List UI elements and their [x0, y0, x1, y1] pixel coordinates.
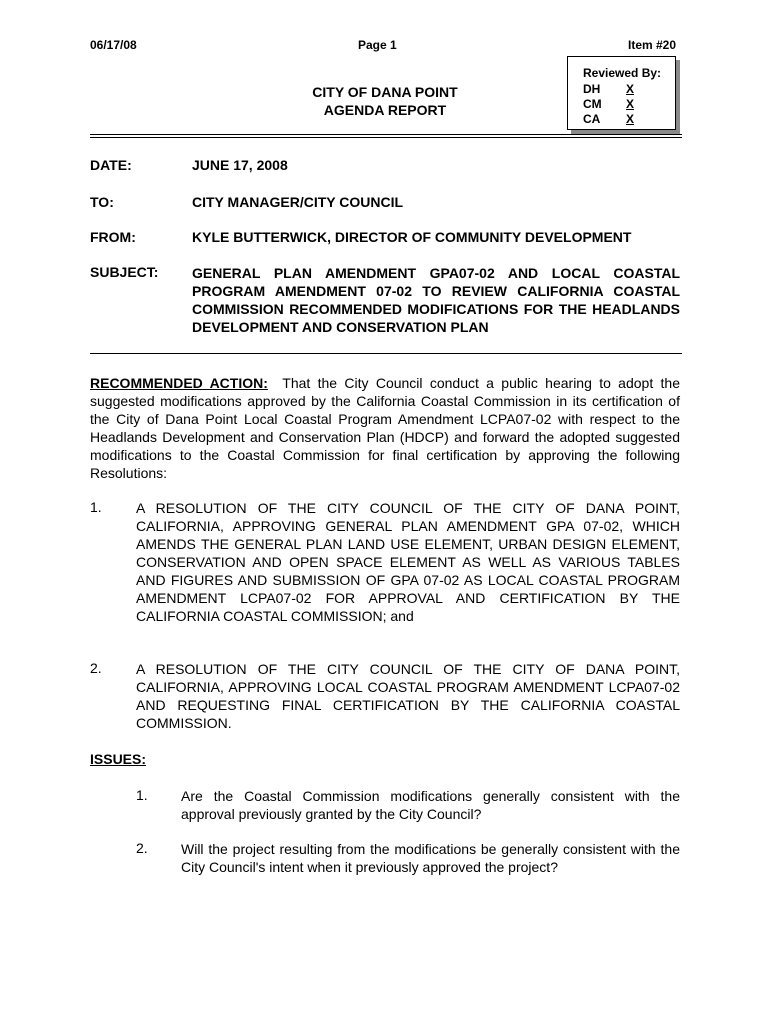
document-title-report: AGENDA REPORT — [323, 102, 447, 118]
issues-heading: ISSUES: — [90, 751, 147, 767]
reviewed-by-row-cm — [583, 97, 663, 111]
reviewer-check-mark: X — [626, 112, 635, 126]
reviewer-check-mark: X — [626, 82, 635, 96]
issue-text: Will the project resulting from the modifications be generally consistent with the City Council's intent when it previously approved the project? — [181, 841, 680, 875]
to-value: CITY MANAGER/CITY COUNCIL — [192, 194, 404, 210]
resolution-text: A RESOLUTION OF THE CITY COUNCIL OF THE CITY OF DANA POINT, CALIFORNIA, APPROVING GENERAL PLAN AMENDMENT GPA 07-02, WHICH AMENDS THE GENERAL PLAN LAND USE ELEMENT, URBAN DESIGN ELEMENT, CONSERVATION AND OPEN SPACE ELEMENT AS WELL AS VARIOUS TABLES AND FIGURES AND SUBMISSION OF GPA 07-02 AS LOCAL COASTAL PROGRAM AMENDMENT LCPA07-02 FOR APPROVAL AND CERTIFICATION BY THE CALIFORNIA COASTAL COMMISSION; and — [136, 500, 680, 624]
header-page-number: Page 1 — [358, 38, 397, 52]
reviewed-by-box — [567, 56, 676, 130]
reviewer-label: CM — [583, 97, 602, 111]
to-label: TO: — [90, 194, 114, 210]
recommended-action-text: That the City Council conduct a public hearing to adopt the suggested modifications approved by the California Coastal Commission in its certification of the City of Dana Point Local Coastal Program Amendment LCPA07-02 with respect to the Headlands Development and Conservation Plan (HDCP) and forward the adopted suggested modifications to the Coastal Commission for final certification by approving the following Resolutions: — [90, 375, 680, 481]
reviewer-label: CA — [583, 112, 601, 126]
subject-value: GENERAL PLAN AMENDMENT GPA07-02 AND LOCAL COASTAL PROGRAM AMENDMENT 07-02 TO REVIEW CALIFORNIA COASTAL COMMISSION RECOMMENDED MODIFICATIONS FOR THE HEADLANDS DEVELOPMENT AND CONSERVATION PLAN — [192, 265, 680, 335]
date-label: DATE: — [90, 157, 132, 173]
subject-label: SUBJECT: — [90, 264, 159, 280]
issue-number: 1. — [136, 787, 148, 803]
header-item-number: Item #20 — [628, 38, 677, 52]
reviewed-by-title: Reviewed By: — [583, 66, 662, 80]
from-value: KYLE BUTTERWICK, DIRECTOR OF COMMUNITY DEVELOPMENT — [192, 229, 632, 245]
issue-number: 2. — [136, 840, 148, 856]
reviewer-label: DH — [583, 82, 601, 96]
from-label: FROM: — [90, 229, 136, 245]
resolution-text: A RESOLUTION OF THE CITY COUNCIL OF THE CITY OF DANA POINT, CALIFORNIA, APPROVING LOCAL COASTAL PROGRAM AMENDMENT LCPA07-02 AND REQUESTING FINAL CERTIFICATION BY THE CALIFORNIA COASTAL COMMISSION. — [136, 661, 680, 731]
recommended-action-heading: RECOMMENDED ACTION: — [90, 375, 268, 391]
reviewer-check-mark: X — [626, 97, 635, 111]
recommended-action-paragraph — [90, 374, 680, 482]
reviewed-by-row-ca — [583, 112, 663, 126]
issue-text: Are the Coastal Commission modifications generally consistent with the approval previously granted by the City Council? — [181, 788, 680, 822]
header-date: 06/17/08 — [90, 38, 137, 52]
header-divider-secondary — [90, 137, 682, 138]
document-title-city: CITY OF DANA POINT — [312, 84, 458, 100]
subject-divider — [90, 353, 682, 354]
header-divider — [90, 134, 682, 135]
resolution-number: 2. — [90, 660, 102, 676]
reviewed-by-row-dh — [583, 82, 663, 96]
resolution-number: 1. — [90, 499, 102, 515]
date-value: JUNE 17, 2008 — [192, 157, 288, 173]
